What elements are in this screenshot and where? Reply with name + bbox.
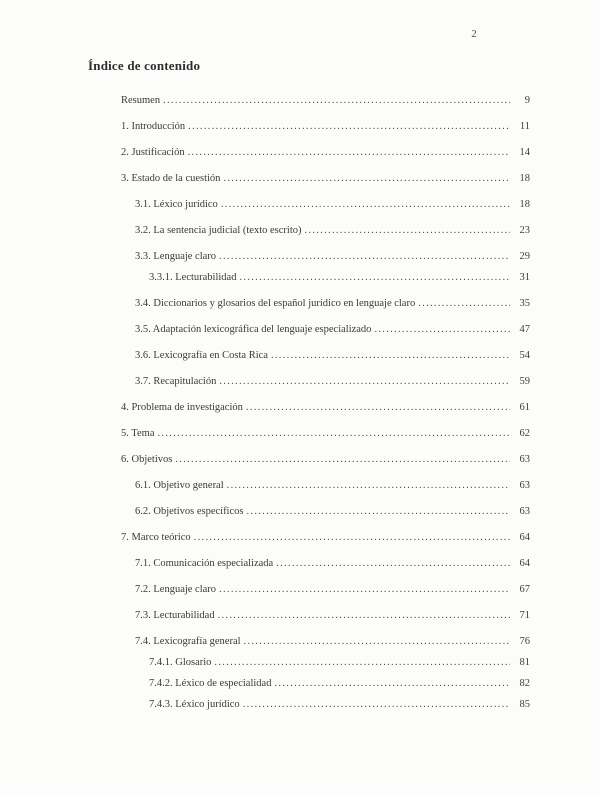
toc-entry-label: 7.1. Comunicación especializada: [135, 558, 274, 569]
toc-entry: [121, 453, 530, 467]
toc-entry: [121, 198, 530, 212]
toc-entry-page: 61: [519, 402, 530, 413]
toc-leader-dots: [218, 609, 510, 623]
toc-entry: [121, 609, 530, 623]
toc-leader-dots: [374, 323, 510, 337]
page-number: 2: [471, 28, 477, 40]
toc-entry-page: 63: [519, 506, 530, 517]
toc-entry: [121, 479, 530, 493]
toc-entry-label: 3.3. Lenguaje claro: [135, 251, 217, 262]
toc-entry-page: 23: [519, 225, 530, 236]
toc-entry-label: 3.6. Lexicografía en Costa Rica: [135, 350, 268, 361]
toc-entry: [121, 250, 530, 264]
toc-entry-page: 64: [519, 558, 530, 569]
toc-leader-dots: [246, 401, 510, 415]
toc-entry-page: 59: [519, 376, 530, 387]
toc-entry-page: 63: [519, 480, 530, 491]
toc-entry-page: 47: [519, 324, 530, 335]
toc-entry-label: 3. Estado de la cuestión: [121, 173, 221, 184]
toc-entry-label: 5. Tema: [121, 428, 155, 439]
toc-entry-page: 76: [519, 636, 530, 647]
toc-heading: Índice de contenido: [88, 58, 201, 73]
toc-entry-label: 7.3. Lecturabilidad: [135, 610, 215, 621]
toc-leader-dots: [175, 453, 510, 467]
toc-entry-page: 18: [519, 199, 530, 210]
toc-entry-label: 3.3.1. Lecturabilidad: [149, 272, 237, 283]
toc-entry: [121, 583, 530, 597]
toc-entry-label: 3.1. Léxico jurídico: [135, 199, 218, 210]
toc-entry-page: 35: [519, 298, 530, 309]
toc-leader-dots: [244, 635, 510, 649]
toc-entry: [121, 172, 530, 186]
toc-entry-label: 6.2. Objetivos específicos: [135, 506, 244, 517]
toc-entry-label: 7.4.1. Glosario: [149, 657, 212, 668]
toc-entry-page: 71: [519, 610, 530, 621]
toc-entry: [121, 120, 530, 134]
toc-entry-page: 82: [519, 678, 530, 689]
toc-entry-label: 3.5. Adaptación lexicográfica del lenguaje especializado: [135, 324, 372, 335]
toc-entry-page: 67: [519, 584, 530, 595]
toc-entry-label: 3.4. Diccionarios y glosarios del español jurídico en lenguaje claro: [135, 298, 416, 309]
toc-entry: [121, 224, 530, 238]
toc-entry-label: 7. Marco teórico: [121, 532, 191, 543]
toc-entry: [121, 297, 530, 311]
toc-leader-dots: [274, 677, 510, 691]
toc-entry-label: 3.7. Recapitulación: [135, 376, 217, 387]
toc-entry: [121, 94, 530, 108]
toc-entry-page: 85: [519, 699, 530, 710]
toc-leader-dots: [304, 224, 510, 238]
toc-entry-label: 7.2. Lenguaje claro: [135, 584, 217, 595]
toc-entry: [121, 349, 530, 363]
toc-entry-page: 18: [519, 173, 530, 184]
toc-entry-page: 54: [519, 350, 530, 361]
toc-entry: [121, 656, 530, 670]
toc-entry-label: 6. Objetivos: [121, 454, 173, 465]
toc-entry: [121, 635, 530, 649]
toc-leader-dots: [194, 531, 510, 545]
toc-entry: [121, 531, 530, 545]
toc-entry: [121, 271, 530, 285]
toc-entry-page: 31: [519, 272, 530, 283]
toc-leader-dots: [276, 557, 510, 571]
toc-entry-page: 63: [519, 454, 530, 465]
toc-entry-label: 2. Justificación: [121, 147, 185, 158]
toc-leader-dots: [227, 479, 510, 493]
toc-entry: [121, 505, 530, 519]
toc-entry-label: 4. Problema de investigación: [121, 402, 243, 413]
toc-entry-label: 7.4.2. Léxico de especialidad: [149, 678, 272, 689]
toc-entry-page: 29: [519, 251, 530, 262]
toc-entry-label: 6.1. Objetivo general: [135, 480, 224, 491]
toc-leader-dots: [271, 349, 510, 363]
toc-leader-dots: [219, 375, 510, 389]
toc-entry-page: 14: [519, 147, 530, 158]
toc-leader-dots: [157, 427, 510, 441]
toc-entry-page: 9: [524, 95, 530, 106]
toc-entry: [121, 557, 530, 571]
toc-list: [121, 94, 530, 712]
toc-entry: [121, 323, 530, 337]
toc-entry-label: 7.4. Lexicografía general: [135, 636, 241, 647]
toc-leader-dots: [221, 198, 510, 212]
toc-entry-label: Resumen: [121, 95, 161, 106]
toc-entry-label: 1. Introducción: [121, 121, 186, 132]
toc-entry-page: 11: [519, 121, 530, 132]
toc-entry-label: 7.4.3. Léxico jurídico: [149, 699, 240, 710]
toc-entry: [121, 401, 530, 415]
toc-entry: [121, 375, 530, 389]
toc-leader-dots: [219, 250, 510, 264]
toc-entry: [121, 698, 530, 712]
toc-leader-dots: [243, 698, 510, 712]
toc-entry-label: 3.2. La sentencia judicial (texto escrito): [135, 225, 302, 236]
toc-leader-dots: [163, 94, 510, 108]
toc-leader-dots: [214, 656, 510, 670]
toc-leader-dots: [219, 583, 510, 597]
toc-entry: [121, 677, 530, 691]
toc-leader-dots: [223, 172, 510, 186]
toc-leader-dots: [246, 505, 510, 519]
toc-entry-page: 64: [519, 532, 530, 543]
toc-entry-page: 81: [519, 657, 530, 668]
toc-leader-dots: [188, 146, 510, 160]
toc-leader-dots: [239, 271, 510, 285]
toc-entry-page: 62: [519, 428, 530, 439]
toc-entry: [121, 146, 530, 160]
toc-leader-dots: [188, 120, 510, 134]
toc-entry: [121, 427, 530, 441]
toc-leader-dots: [418, 297, 510, 311]
